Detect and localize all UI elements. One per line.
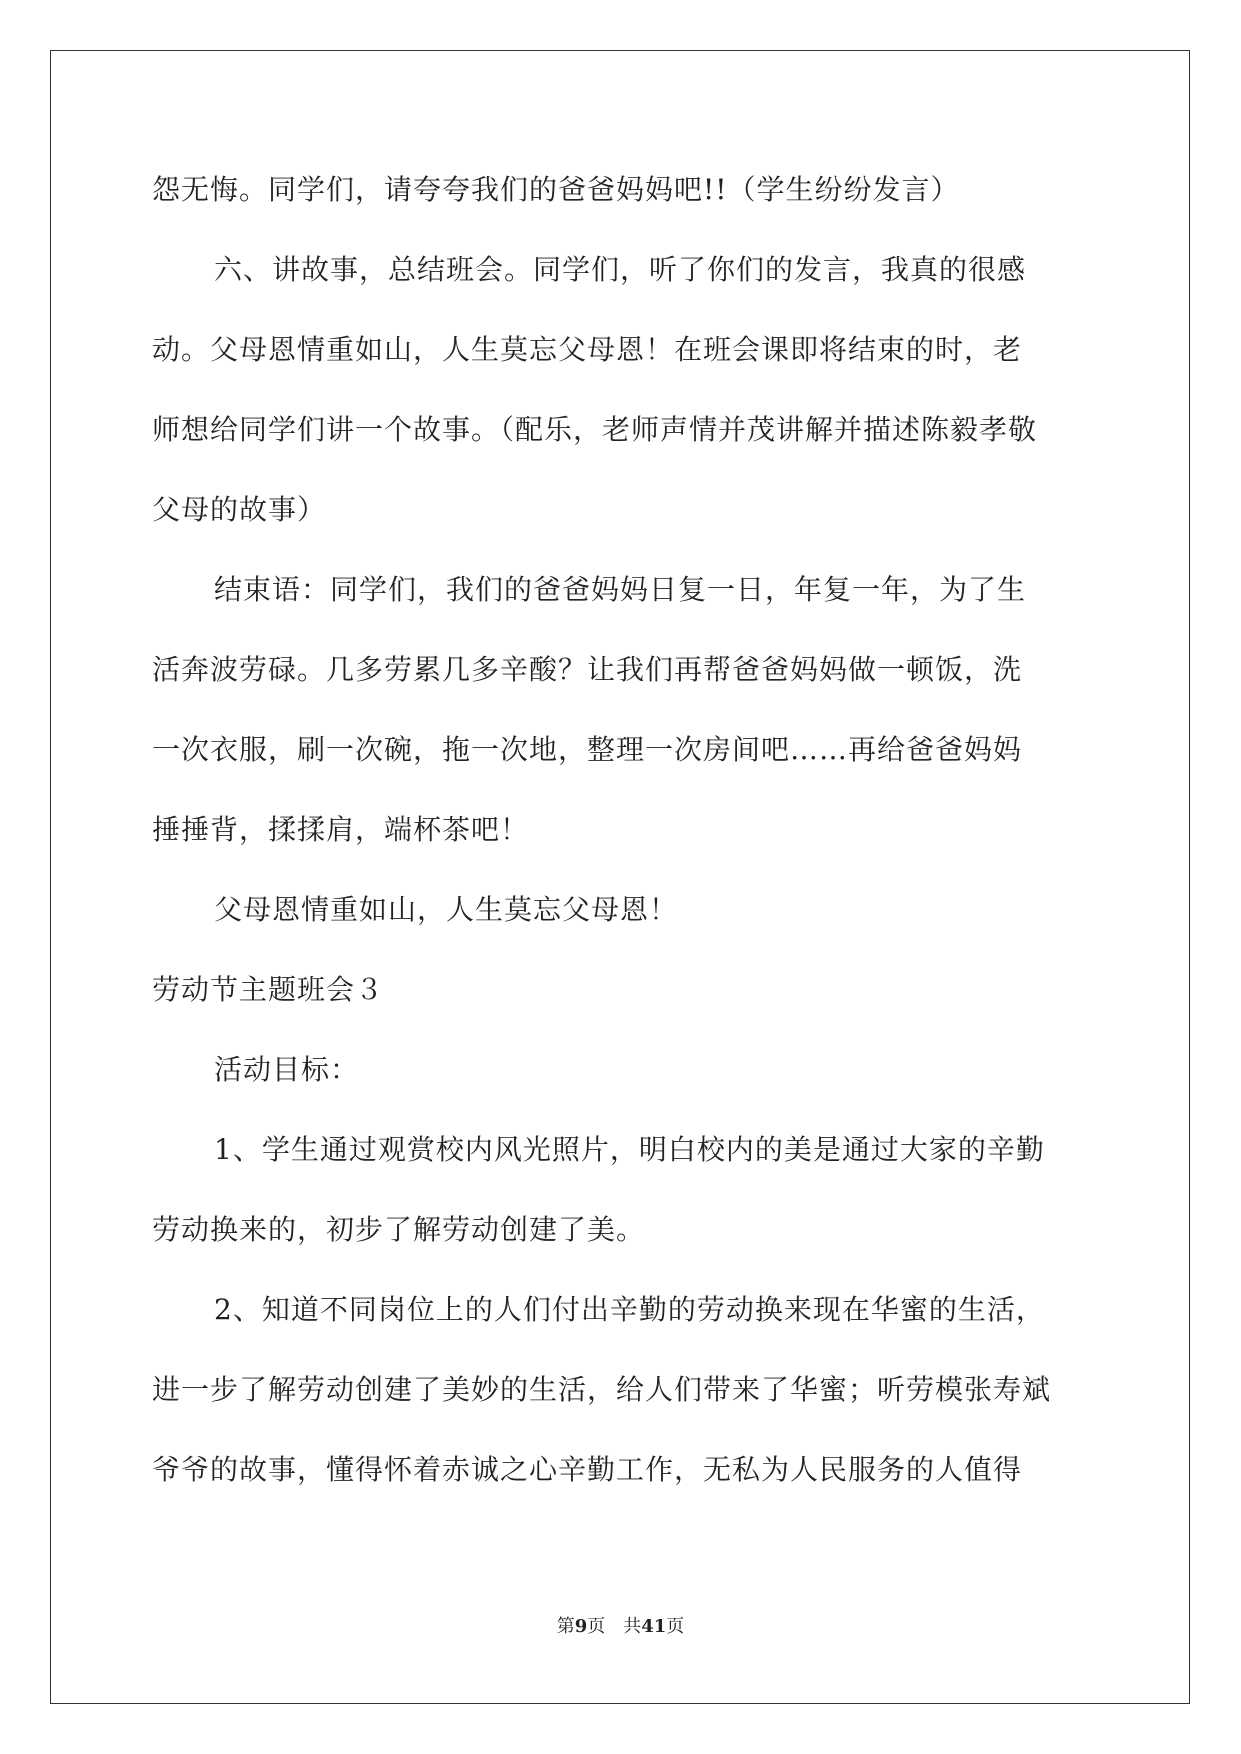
text-line: 动。父母恩情重如山，人生莫忘父母恩！在班会课即将结束的时，老 — [152, 333, 1023, 366]
text-line: 2、知道不同岗位上的人们付出辛勤的劳动换来现在华蜜的生活， — [214, 1293, 1045, 1326]
text-line: 爷爷的故事，懂得怀着赤诚之心辛勤工作，无私为人民服务的人值得 — [152, 1453, 1023, 1486]
text-line: 捶捶背，揉揉肩，端杯茶吧！ — [152, 813, 530, 846]
text-line: 活动目标： — [214, 1053, 360, 1086]
footer-total-pages: 41 — [641, 1616, 667, 1637]
page-footer — [0, 1615, 1241, 1639]
footer-suffix: 页 — [666, 1616, 685, 1637]
text-line: 怨无悔。同学们，请夸夸我们的爸爸妈妈吧!!（学生纷纷发言） — [152, 173, 960, 206]
text-line: 师想给同学们讲一个故事。（配乐，老师声情并茂讲解并描述陈毅孝敬 — [152, 413, 1038, 446]
text-line: 活奔波劳碌。几多劳累几多辛酸？让我们再帮爸爸妈妈做一顿饭，洗 — [152, 653, 1023, 686]
footer-prefix: 第 — [556, 1616, 575, 1637]
text-line: 结束语：同学们，我们的爸爸妈妈日复一日，年复一年，为了生 — [214, 573, 1027, 606]
text-line: 一次衣服，刷一次碗，拖一次地，整理一次房间吧……再给爸爸妈妈 — [152, 733, 1023, 766]
footer-page-number: 9 — [574, 1616, 588, 1637]
text-line: 六、讲故事，总结班会。同学们，听了你们的发言，我真的很感 — [214, 253, 1027, 286]
text-line: 父母的故事） — [152, 493, 327, 526]
section-heading: 劳动节主题班会３ — [152, 973, 385, 1006]
text-line: 劳动换来的，初步了解劳动创建了美。 — [152, 1213, 646, 1246]
text-line: 父母恩情重如山，人生莫忘父母恩！ — [214, 893, 679, 926]
text-line: 1、学生通过观赏校内风光照片，明白校内的美是通过大家的辛勤 — [214, 1133, 1045, 1166]
footer-mid: 页 共 — [587, 1616, 642, 1637]
text-line: 进一步了解劳动创建了美妙的生活，给人们带来了华蜜；听劳模张寿斌 — [152, 1373, 1052, 1406]
